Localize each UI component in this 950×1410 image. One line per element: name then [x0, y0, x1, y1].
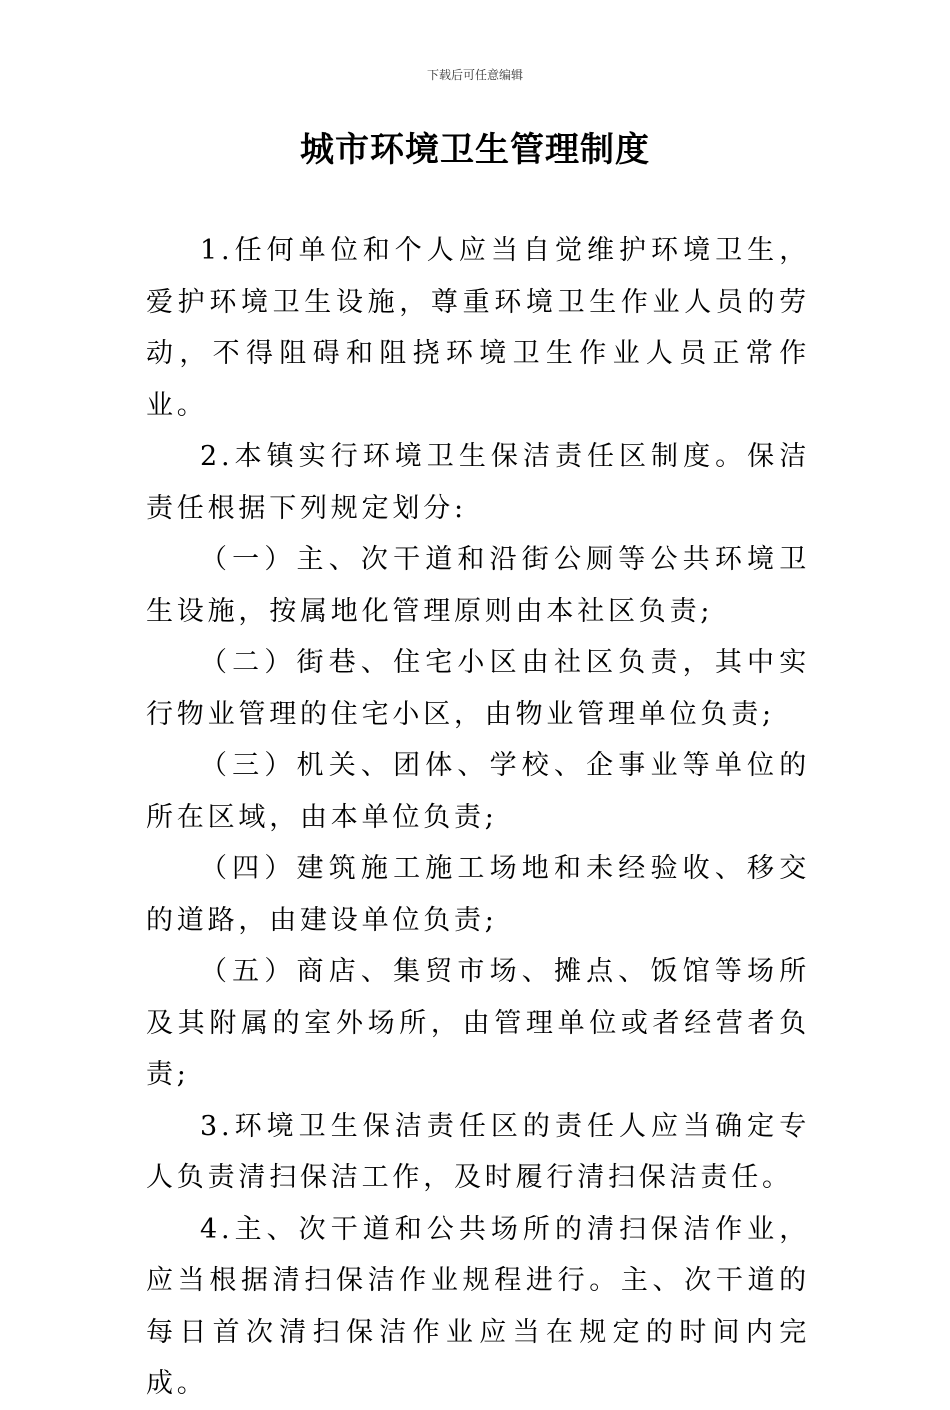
document-title: 城市环境卫生管理制度	[300, 130, 650, 170]
header-note: 下载后可任意编辑	[426, 68, 523, 82]
paragraph-3: 3.环境卫生保洁责任区的责任人应当确定专人负责清扫保洁工作，及时履行清扫保洁责任。	[146, 1110, 810, 1193]
paragraph-item-4: （四）建筑施工施工场地和未经验收、移交的道路，由建设单位负责;	[146, 853, 810, 936]
document-body	[146, 225, 810, 1410]
paragraph-item-3: （三）机关、团体、学校、企事业等单位的所在区域，由本单位负责;	[146, 750, 810, 833]
paragraph-item-1: （一）主、次干道和沿街公厕等公共环境卫生设施，按属地化管理原则由本社区负责;	[146, 544, 810, 627]
paragraph-item-5: （五）商店、集贸市场、摊点、饭馆等场所及其附属的室外场所，由管理单位或者经营者负责;	[146, 956, 810, 1090]
paragraph-2: 2.本镇实行环境卫生保洁责任区制度。保洁责任根据下列规定划分:	[146, 441, 810, 524]
paragraph-item-2: （二）街巷、住宅小区由社区负责，其中实行物业管理的住宅小区，由物业管理单位负责;	[146, 647, 810, 730]
paragraph-1: 1.任何单位和个人应当自觉维护环境卫生，爱护环境卫生设施，尊重环境卫生作业人员的劳动，不得阻碍和阻挠环境卫生作业人员正常作业。	[146, 235, 810, 421]
paragraph-4: 4.主、次干道和公共场所的清扫保洁作业，应当根据清扫保洁作业规程进行。主、次干道的每日首次清扫保洁作业应当在规定的时间内完成。	[146, 1213, 810, 1399]
